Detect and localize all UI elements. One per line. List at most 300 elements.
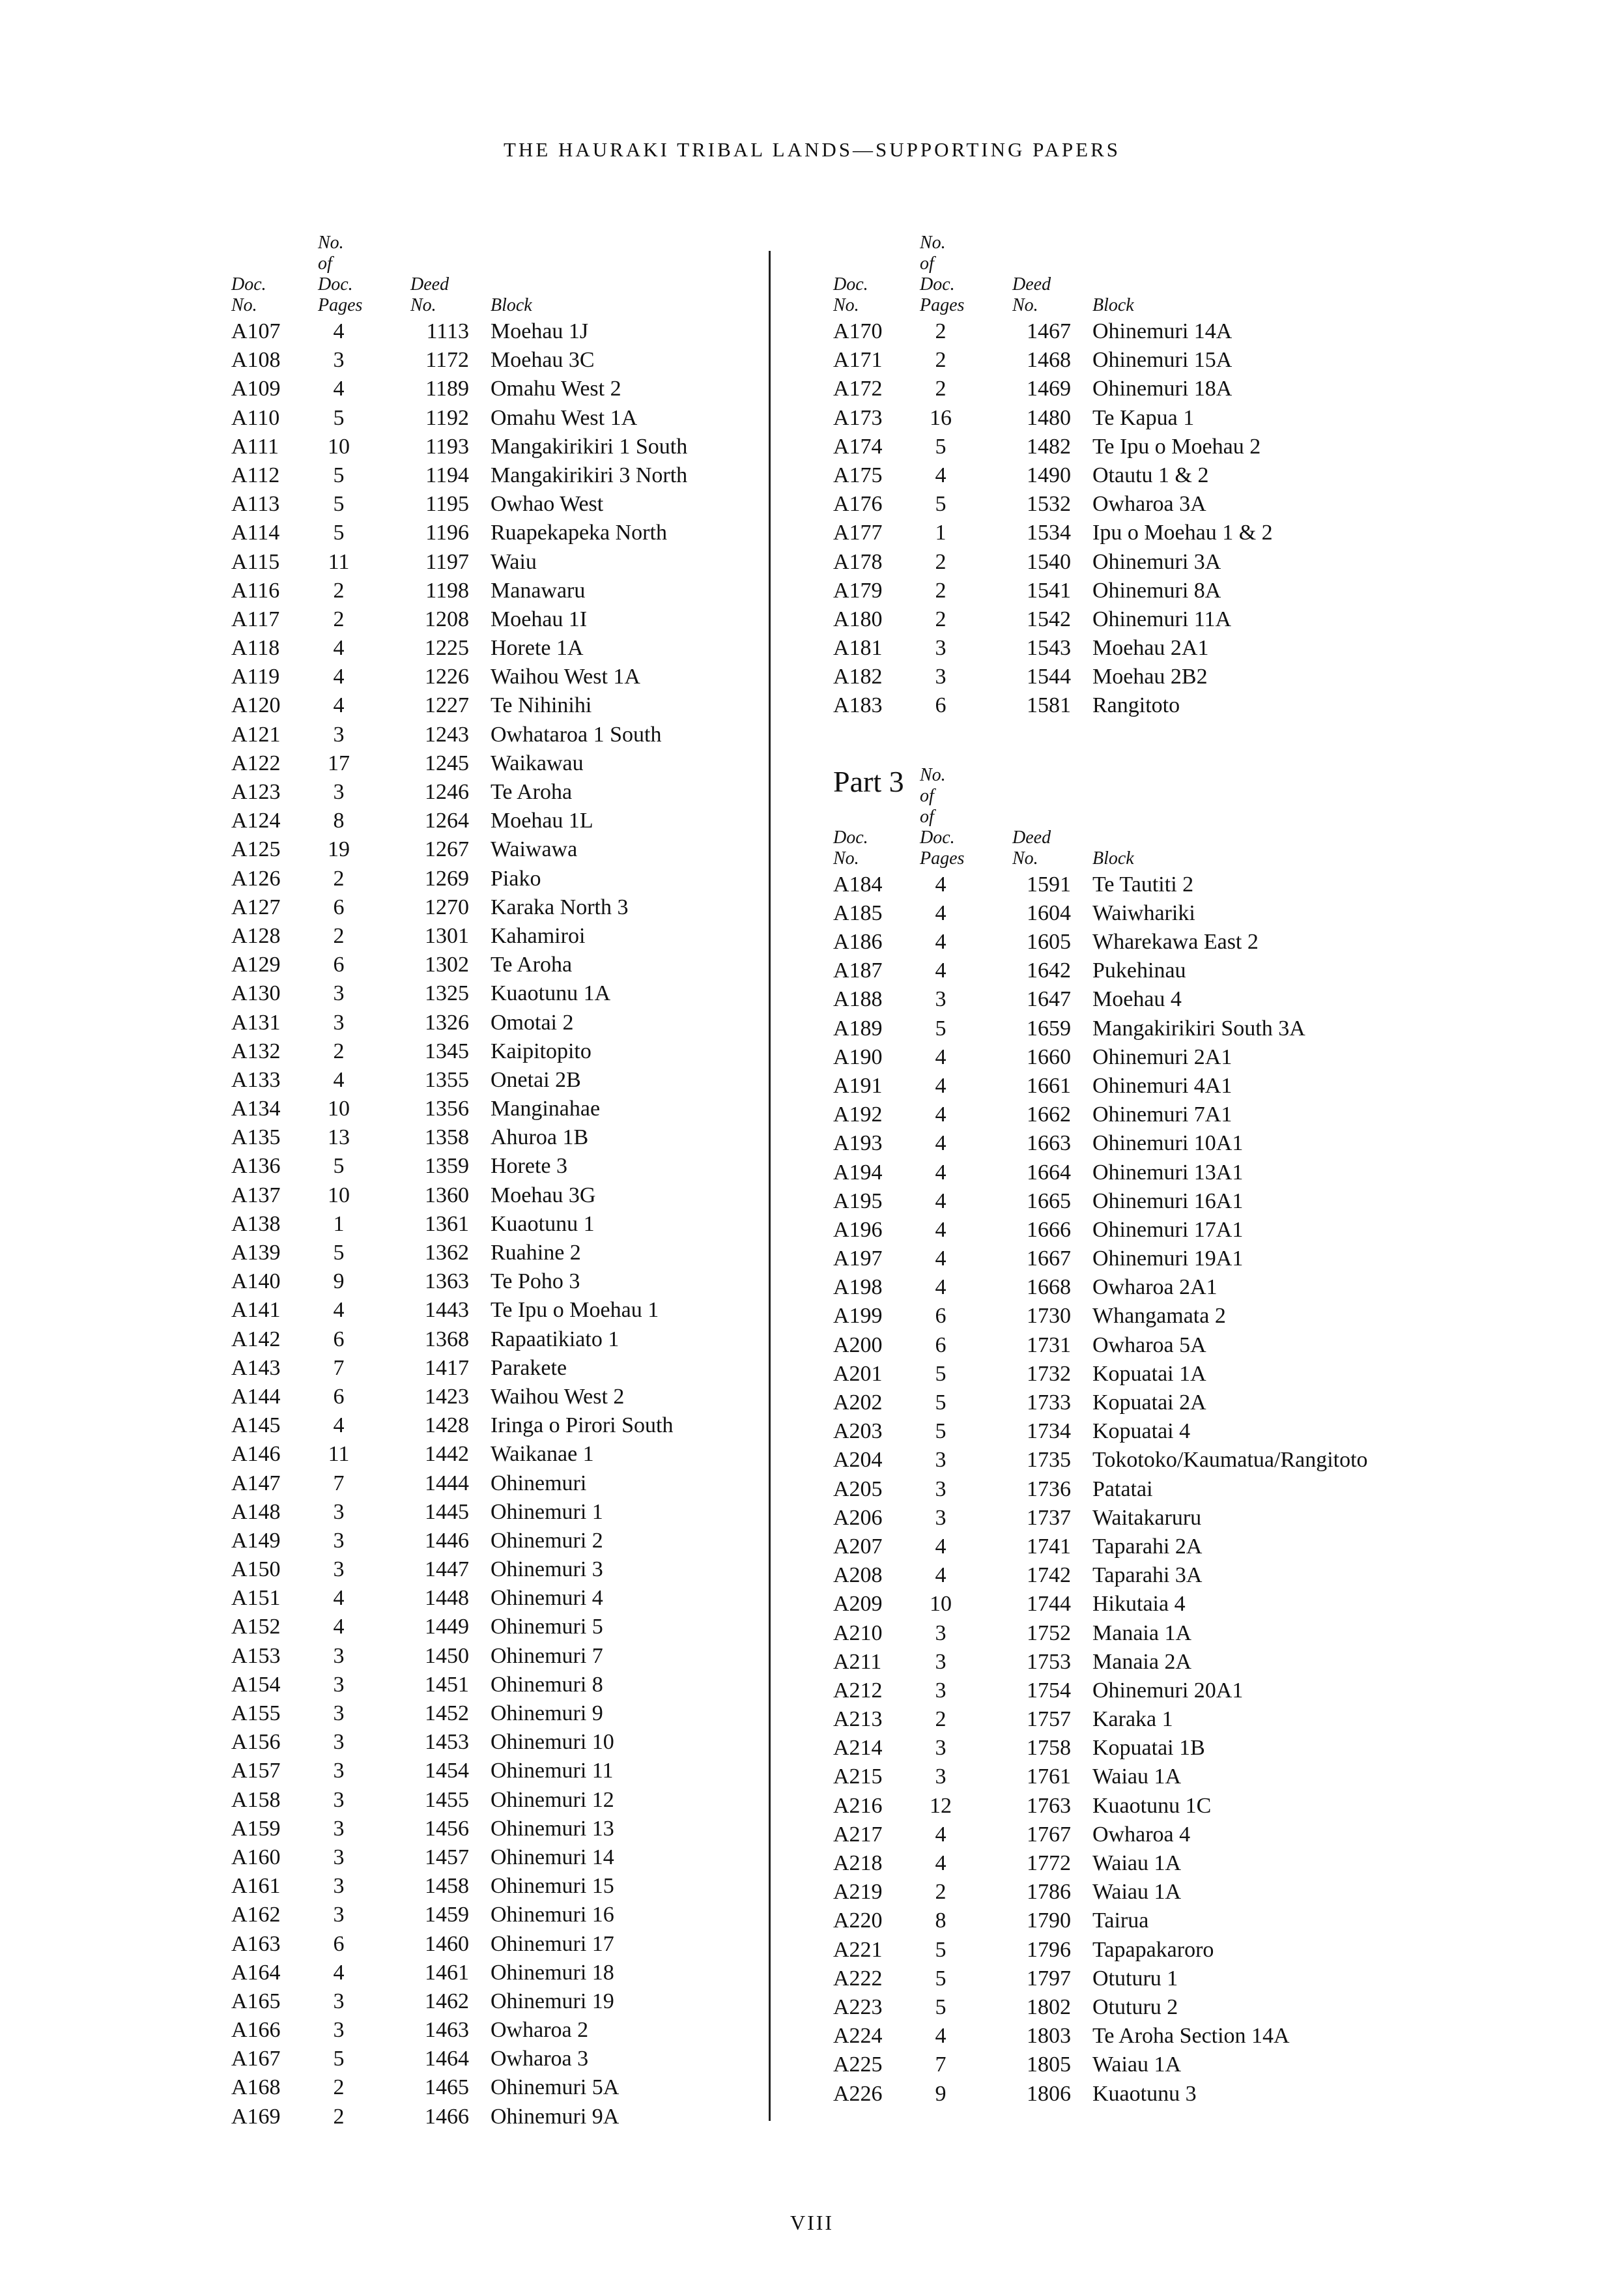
page-count: 4 (333, 1586, 345, 1611)
table-row (833, 928, 1259, 957)
block-name: Tairua (1092, 1908, 1149, 1933)
table-row (833, 317, 1232, 346)
doc-number: A121 (231, 722, 281, 747)
page-count: 2 (935, 549, 947, 574)
deed-number: 1667 (1027, 1246, 1071, 1271)
table-row (833, 404, 1195, 433)
deed-number: 1193 (425, 434, 469, 459)
page-count: 7 (333, 1355, 345, 1380)
deed-number: 1735 (1027, 1448, 1071, 1473)
doc-number: A203 (833, 1419, 883, 1444)
deed-number: 1172 (425, 348, 469, 373)
deed-number: 1668 (1027, 1275, 1071, 1300)
deed-number: 1465 (425, 2075, 469, 2100)
block-name: Moehau 3C (491, 348, 595, 373)
table-row (833, 985, 1182, 1014)
deed-number: 1661 (1027, 1073, 1071, 1098)
doc-number: A136 (231, 1154, 281, 1179)
block-name: Waihou West 1A (491, 665, 640, 689)
page-count: 4 (935, 1217, 947, 1242)
table-row (833, 1821, 1191, 1849)
block-name: Ohinemuri 12 (491, 1787, 614, 1812)
block-name: Ohinemuri 7A1 (1092, 1102, 1232, 1127)
doc-number: A146 (231, 1442, 281, 1467)
doc-number: A142 (231, 1327, 281, 1351)
table-row (833, 461, 1209, 490)
deed-number: 1742 (1027, 1563, 1071, 1588)
page-count: 5 (935, 434, 947, 459)
doc-number: A201 (833, 1361, 883, 1386)
table-row (833, 1561, 1203, 1590)
deed-number: 1452 (425, 1701, 469, 1725)
page-count: 3 (935, 1649, 947, 1674)
page-count: 3 (333, 348, 345, 373)
doc-number: A151 (231, 1586, 281, 1611)
header-deed: Deed No. (410, 274, 449, 315)
deed-number: 1805 (1027, 2052, 1071, 2077)
block-name: Waihou West 2 (491, 1384, 625, 1409)
block-name: Mangakirikiri 3 North (491, 463, 688, 487)
deed-number: 1490 (1027, 463, 1071, 487)
table-row (833, 375, 1232, 403)
block-name: Waiau 1A (1092, 1764, 1182, 1789)
doc-number: A181 (833, 636, 883, 661)
doc-number: A174 (833, 434, 883, 459)
page-count: 3 (333, 2018, 345, 2043)
deed-number: 1270 (425, 895, 469, 919)
deed-number: 1194 (425, 463, 469, 487)
block-name: Ohinemuri 14A (1092, 319, 1232, 343)
page-count: 9 (333, 1269, 345, 1294)
page-count: 3 (333, 1499, 345, 1524)
doc-number: A175 (833, 463, 883, 487)
header-doc: Doc. No. (231, 274, 266, 315)
doc-number: A158 (231, 1787, 281, 1812)
block-name: Moehau 4 (1092, 987, 1182, 1012)
deed-number: 1457 (425, 1845, 469, 1869)
doc-number: A120 (231, 693, 281, 718)
doc-number: A173 (833, 405, 883, 430)
block-name: Owharoa 3A (1092, 492, 1206, 517)
page-count: 5 (333, 2047, 345, 2071)
deed-number: 1666 (1027, 1217, 1071, 1242)
block-name: Owharoa 3 (491, 2047, 589, 2071)
table-row (833, 1043, 1232, 1072)
doc-number: A117 (231, 607, 280, 631)
deed-number: 1360 (425, 1183, 469, 1207)
doc-number: A214 (833, 1736, 883, 1761)
block-name: Kuaotunu 3 (1092, 2081, 1197, 2106)
table-row (833, 1734, 1205, 1763)
deed-number: 1753 (1027, 1649, 1071, 1674)
block-name: Moehau 1L (491, 809, 593, 833)
block-name: Kopuatai 1A (1092, 1361, 1206, 1386)
block-name: Te Kapua 1 (1092, 405, 1195, 430)
doc-number: A224 (833, 2024, 883, 2049)
deed-number: 1454 (425, 1759, 469, 1783)
doc-number: A165 (231, 1989, 281, 2013)
page-count: 2 (935, 1880, 947, 1905)
block-name: Ohinemuri 8A (1092, 578, 1221, 603)
page-count: 3 (333, 1787, 345, 1812)
block-name: Kahamiroi (491, 923, 586, 948)
page-count: 12 (930, 1793, 952, 1818)
doc-number: A109 (231, 377, 281, 401)
deed-number: 1772 (1027, 1851, 1071, 1875)
page-count: 11 (328, 549, 350, 574)
deed-number: 1226 (425, 665, 469, 689)
block-name: Ohinemuri 9A (491, 2104, 620, 2129)
block-name: Ohinemuri 10A1 (1092, 1131, 1244, 1156)
page-count: 4 (935, 1073, 947, 1098)
deed-number: 1208 (425, 607, 469, 631)
page-count: 10 (328, 1097, 350, 1121)
doc-number: A184 (833, 872, 883, 897)
block-name: Te Aroha (491, 780, 573, 804)
block-name: Waiau 1A (1092, 1880, 1182, 1905)
deed-number: 1757 (1027, 1707, 1071, 1732)
block-name: Manginahae (491, 1097, 601, 1121)
block-name: Ohinemuri 11A (1092, 607, 1232, 631)
deed-number: 1660 (1027, 1044, 1071, 1069)
block-name: Waiau 1A (1092, 2052, 1182, 2077)
page-count: 4 (935, 958, 947, 983)
block-name: Waikanae 1 (491, 1442, 594, 1467)
deed-number: 1542 (1027, 607, 1071, 631)
deed-number: 1758 (1027, 1736, 1071, 1761)
doc-number: A223 (833, 1994, 883, 2019)
doc-number: A138 (231, 1211, 281, 1236)
page-count: 6 (935, 1332, 947, 1357)
block-name: Ahuroa 1B (491, 1125, 589, 1150)
deed-number: 1463 (425, 2018, 469, 2043)
block-name: Moehau 3G (491, 1183, 596, 1207)
table-row (833, 1504, 1202, 1533)
deed-number: 1450 (425, 1643, 469, 1668)
doc-number: A216 (833, 1793, 883, 1818)
block-name: Mangakirikiri South 3A (1092, 1016, 1305, 1041)
doc-number: A118 (231, 636, 280, 661)
block-name: Ohinemuri 16A1 (1092, 1188, 1244, 1213)
doc-number: A209 (833, 1592, 883, 1617)
doc-number: A159 (231, 1816, 281, 1841)
page-count: 3 (333, 1730, 345, 1755)
deed-number: 1225 (425, 636, 469, 661)
page-count: 3 (935, 1764, 947, 1789)
block-name: Waiwhariki (1092, 900, 1195, 925)
page-count: 2 (935, 578, 947, 603)
page-count: 3 (333, 1672, 345, 1697)
page-count: 3 (935, 1448, 947, 1473)
block-name: Kopuatai 4 (1092, 1419, 1191, 1444)
doc-number: A226 (833, 2081, 883, 2106)
running-head: THE HAURAKI TRIBAL LANDS—SUPPORTING PAPERS (504, 138, 1120, 161)
page-count: 4 (935, 930, 947, 954)
doc-number: A196 (833, 1217, 883, 1242)
page-count: 4 (333, 319, 345, 343)
block-name: Ohinemuri 2 (491, 1528, 603, 1553)
block-name: Otuturu 2 (1092, 1994, 1178, 2019)
deed-number: 1269 (425, 866, 469, 891)
deed-number: 1736 (1027, 1476, 1071, 1501)
doc-number: A185 (833, 900, 883, 925)
doc-number: A211 (833, 1649, 882, 1674)
page-count: 8 (935, 1908, 947, 1933)
doc-number: A168 (231, 2075, 281, 2100)
deed-number: 1731 (1027, 1332, 1071, 1357)
doc-number: A186 (833, 930, 883, 954)
doc-number: A193 (833, 1131, 883, 1156)
doc-number: A132 (231, 1039, 281, 1063)
block-name: Te Tautiti 2 (1092, 872, 1194, 897)
doc-number: A131 (231, 1010, 281, 1035)
doc-number: A162 (231, 1903, 281, 1927)
block-name: Ruapekapeka North (491, 521, 667, 545)
table-row (833, 1245, 1244, 1273)
deed-number: 1467 (1027, 319, 1071, 343)
doc-number: A166 (231, 2018, 281, 2043)
doc-number: A112 (231, 463, 280, 487)
page-count: 2 (333, 2075, 345, 2100)
doc-number: A111 (231, 434, 279, 459)
page-count: 11 (328, 1442, 350, 1467)
block-name: Ohinemuri 3A (1092, 549, 1221, 574)
page-count: 4 (935, 1131, 947, 1156)
doc-number: A213 (833, 1707, 883, 1732)
table-row (833, 1878, 1182, 1907)
deed-number: 1195 (425, 492, 469, 517)
doc-number: A189 (833, 1016, 883, 1041)
doc-number: A126 (231, 866, 281, 891)
page-count: 17 (328, 751, 350, 775)
doc-number: A167 (231, 2047, 281, 2071)
page-count: 2 (935, 377, 947, 401)
page-count: 3 (935, 665, 947, 689)
deed-number: 1663 (1027, 1131, 1071, 1156)
table-row (833, 1187, 1244, 1216)
header-deed: Deed No. (1012, 274, 1051, 315)
doc-number: A140 (231, 1269, 281, 1294)
doc-number: A128 (231, 923, 281, 948)
deed-number: 1325 (425, 981, 469, 1006)
page-count: 4 (935, 2024, 947, 2049)
deed-number: 1428 (425, 1413, 469, 1438)
deed-number: 1423 (425, 1384, 469, 1409)
page-count: 4 (333, 1413, 345, 1438)
block-name: Ohinemuri 4A1 (1092, 1073, 1232, 1098)
page-count: 5 (333, 492, 345, 517)
doc-number: A172 (833, 377, 883, 401)
page-count: 5 (935, 1390, 947, 1415)
doc-number: A123 (231, 780, 281, 804)
deed-number: 1460 (425, 1931, 469, 1956)
deed-number: 1417 (425, 1355, 469, 1380)
block-name: Ohinemuri 20A1 (1092, 1678, 1244, 1703)
doc-number: A160 (231, 1845, 281, 1869)
page-count: 4 (935, 1563, 947, 1588)
block-name: Ruahine 2 (491, 1241, 581, 1265)
deed-number: 1754 (1027, 1678, 1071, 1703)
deed-number: 1605 (1027, 930, 1071, 954)
table-row (833, 1648, 1192, 1677)
page-count: 4 (935, 1851, 947, 1875)
deed-number: 1461 (425, 1960, 469, 1985)
table-row (833, 1129, 1244, 1158)
doc-number: A171 (833, 348, 883, 373)
doc-number: A197 (833, 1246, 883, 1271)
page-count: 4 (333, 693, 345, 718)
deed-number: 1786 (1027, 1880, 1071, 1905)
page-count: 3 (333, 1643, 345, 1668)
block-name: Otuturu 1 (1092, 1966, 1178, 1991)
doc-number: A127 (231, 895, 281, 919)
page-count: 3 (935, 987, 947, 1012)
page-count: 4 (333, 1067, 345, 1092)
deed-number: 1806 (1027, 2081, 1071, 2106)
block-name: Owharoa 2A1 (1092, 1275, 1218, 1300)
table-row (833, 691, 1180, 720)
block-name: Omotai 2 (491, 1010, 574, 1035)
deed-number: 1734 (1027, 1419, 1071, 1444)
page-count: 3 (333, 780, 345, 804)
deed-number: 1469 (1027, 377, 1071, 401)
block-name: Ohinemuri 1 (491, 1499, 603, 1524)
page-count: 3 (333, 1759, 345, 1783)
deed-number: 1803 (1027, 2024, 1071, 2049)
block-name: Ohinemuri 15 (491, 1874, 614, 1899)
deed-number: 1466 (425, 2104, 469, 2129)
deed-number: 1359 (425, 1154, 469, 1179)
deed-number: 1796 (1027, 1937, 1071, 1962)
page-count: 4 (333, 377, 345, 401)
deed-number: 1763 (1027, 1793, 1071, 1818)
block-name: Owhao West (491, 492, 604, 517)
doc-number: A153 (231, 1643, 281, 1668)
table-row (833, 1533, 1203, 1561)
deed-number: 1744 (1027, 1592, 1071, 1617)
doc-number: A208 (833, 1563, 883, 1588)
header-block: Block (491, 295, 532, 315)
doc-number: A108 (231, 348, 281, 373)
doc-number: A220 (833, 1908, 883, 1933)
block-name: Patatai (1092, 1476, 1153, 1501)
doc-number: A154 (231, 1672, 281, 1697)
doc-number: A143 (231, 1355, 281, 1380)
table-row (833, 1331, 1206, 1360)
block-name: Whangamata 2 (1092, 1304, 1226, 1329)
doc-number: A194 (833, 1160, 883, 1185)
deed-number: 1464 (425, 2047, 469, 2071)
deed-number: 1642 (1027, 958, 1071, 983)
deed-number: 1458 (425, 1874, 469, 1899)
doc-number: A191 (833, 1073, 883, 1098)
page-count: 4 (935, 1534, 947, 1559)
deed-number: 1449 (425, 1615, 469, 1639)
doc-number: A145 (231, 1413, 281, 1438)
table-row (833, 1101, 1232, 1129)
table-row (833, 433, 1261, 461)
page-count: 5 (333, 1154, 345, 1179)
table-row (833, 1302, 1226, 1331)
doc-number: A150 (231, 1557, 281, 1582)
header-pages: No. of Doc. Pages (920, 233, 965, 315)
table-row (833, 1389, 1206, 1417)
block-name: Te Poho 3 (491, 1269, 580, 1294)
page-count: 5 (935, 1994, 947, 2019)
page-count: 6 (333, 1327, 345, 1351)
deed-number: 1581 (1027, 693, 1071, 718)
doc-number: A219 (833, 1880, 883, 1905)
doc-number: A221 (833, 1937, 883, 1962)
table-row (833, 2051, 1182, 2079)
page-count: 4 (935, 1102, 947, 1127)
header-doc: Doc. No. (833, 827, 868, 869)
page-count: 3 (333, 1816, 345, 1841)
table-row (833, 577, 1221, 605)
deed-number: 1363 (425, 1269, 469, 1294)
block-name: Ohinemuri 8 (491, 1672, 603, 1697)
deed-number: 1741 (1027, 1534, 1071, 1559)
table-row (833, 519, 1273, 547)
doc-number: A198 (833, 1275, 883, 1300)
page-count: 10 (328, 1183, 350, 1207)
doc-number: A141 (231, 1298, 281, 1323)
deed-number: 1361 (425, 1211, 469, 1236)
deed-number: 1189 (425, 377, 469, 401)
doc-number: A212 (833, 1678, 883, 1703)
doc-number: A204 (833, 1448, 883, 1473)
table-row (833, 1475, 1153, 1504)
deed-number: 1540 (1027, 549, 1071, 574)
doc-number: A183 (833, 693, 883, 718)
page-count: 6 (333, 953, 345, 977)
doc-number: A199 (833, 1304, 883, 1329)
doc-number: A222 (833, 1966, 883, 1991)
block-name: Kopuatai 1B (1092, 1736, 1205, 1761)
page-count: 3 (333, 981, 345, 1006)
doc-number: A205 (833, 1476, 883, 1501)
page-count: 5 (935, 1361, 947, 1386)
deed-number: 1196 (425, 521, 469, 545)
block-name: Kuaotunu 1A (491, 981, 611, 1006)
table-row (833, 899, 1195, 928)
doc-number: A192 (833, 1102, 883, 1127)
block-name: Omahu West 1A (491, 405, 638, 430)
doc-number: A125 (231, 837, 281, 862)
page-count: 4 (935, 1246, 947, 1271)
doc-number: A195 (833, 1188, 883, 1213)
doc-number: A202 (833, 1390, 883, 1415)
header-pages: No. of Doc. Pages (318, 233, 363, 315)
block-name: Te Ipu o Moehau 2 (1092, 434, 1261, 459)
table-row (833, 1072, 1232, 1101)
table-row (833, 1792, 1212, 1821)
doc-number: A119 (231, 665, 280, 689)
table-header (833, 233, 1134, 317)
doc-number: A137 (231, 1183, 281, 1207)
table-row (833, 1849, 1182, 1878)
page-count: 13 (328, 1125, 350, 1150)
page-count: 6 (333, 895, 345, 919)
doc-number: A152 (231, 1615, 281, 1639)
deed-number: 1541 (1027, 578, 1071, 603)
table-row (833, 1619, 1192, 1648)
deed-number: 1459 (425, 1903, 469, 1927)
table-row (833, 1015, 1305, 1043)
block-name: Tokotoko/Kaumatua/Rangitoto (1092, 1448, 1368, 1473)
block-name: Horete 3 (491, 1154, 568, 1179)
doc-number: A179 (833, 578, 883, 603)
